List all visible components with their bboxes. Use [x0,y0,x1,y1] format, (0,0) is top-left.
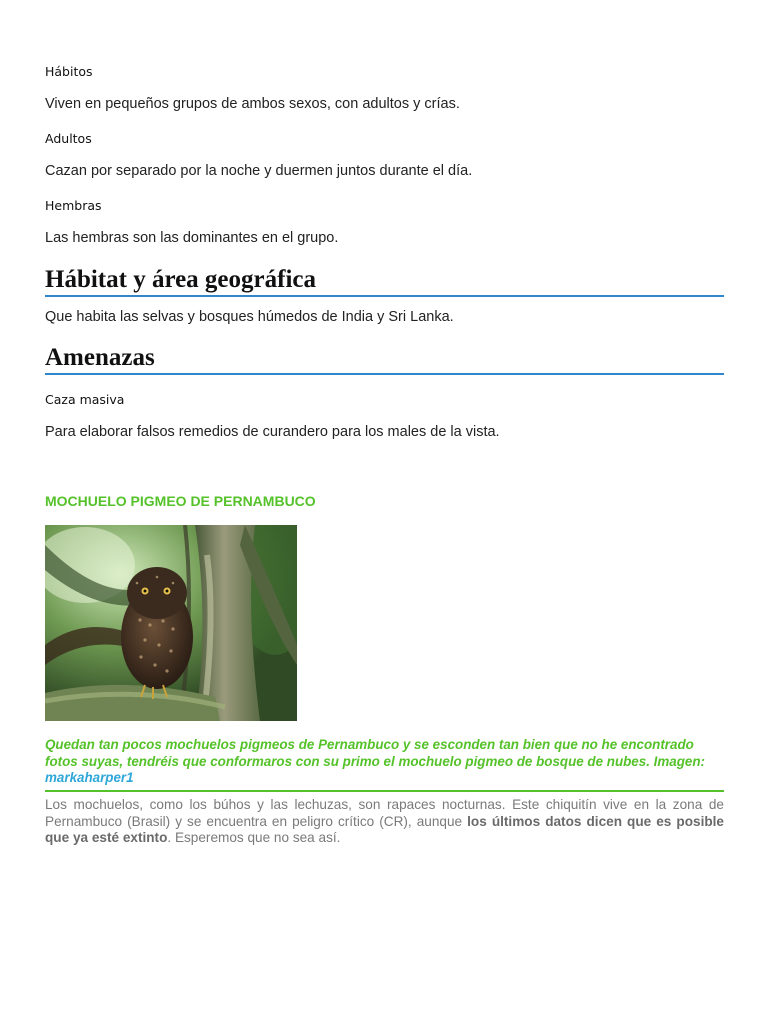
caption-text: Quedan tan pocos mochuelos pigmeos de Pernambuco y se esconden tan bien que no he encontrado fotos suyas, tendréis que conformaros con su primo el mochuelo pigmeo de bosque de nubes. Imagen: [45,737,705,769]
species-description [45,797,724,847]
description-start: Los mochuelos, como los búhos y las lechuzas, son rapaces nocturnas. Este chiquitín vive en la zona de Pernambuco (Brasil) y se encuentra en peligro crítico (CR), aunque [45,797,724,829]
caza-label: Caza masiva [45,392,125,407]
hembras-label: Hembras [45,198,102,213]
caza-text: Para elaborar falsos remedios de curandero para los males de la vista. [45,424,500,440]
description-end: . Esperemos que no sea así. [167,830,341,845]
habitos-text: Viven en pequeños grupos de ambos sexos, con adultos y crías. [45,96,460,112]
habitat-text: Que habita las selvas y bosques húmedos de India y Sri Lanka. [45,309,454,325]
adultos-text: Cazan por separado por la noche y duermen juntos durante el día. [45,163,473,179]
owl-photo [45,525,297,721]
adultos-label: Adultos [45,131,92,146]
photo-caption [45,737,724,792]
description-bold: los últimos datos dicen que es posible que ya esté extinto [45,813,724,845]
amenazas-heading: Amenazas [45,343,724,375]
habitat-heading: Hábitat y área geográfica [45,265,724,297]
species-title: MOCHUELO PIGMEO DE PERNAMBUCO [45,493,316,509]
photographer-link[interactable]: markaharper1 [45,770,134,785]
habitos-label: Hábitos [45,64,93,79]
hembras-text: Las hembras son las dominantes en el grupo. [45,230,339,246]
